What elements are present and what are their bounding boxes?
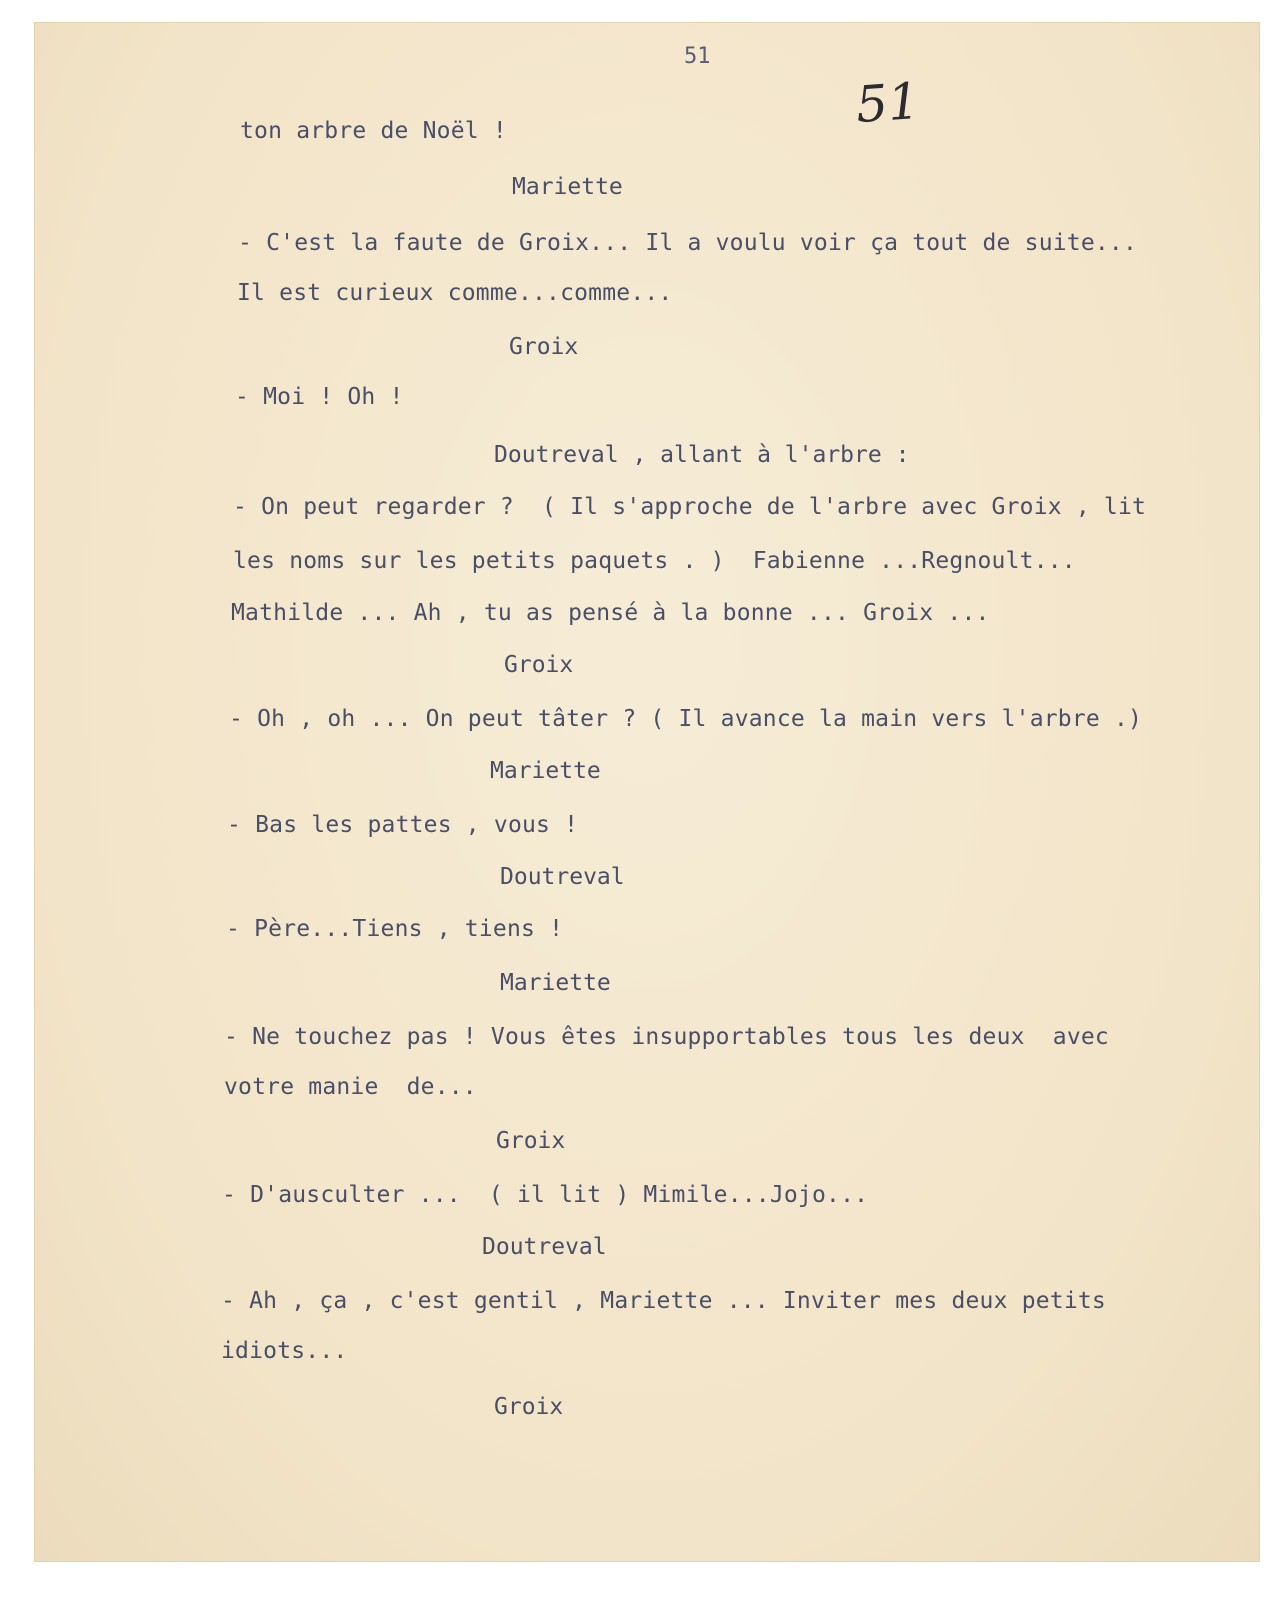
script-line: - On peut regarder ? ( Il s'approche de l'arbre avec Groix , lit	[233, 494, 1147, 520]
speaker-name: Doutreval	[500, 864, 625, 890]
script-line: - C'est la faute de Groix... Il a voulu voir ça tout de suite...	[238, 230, 1138, 256]
script-line: idiots...	[221, 1338, 348, 1364]
script-line: ton arbre de Noël !	[240, 118, 507, 144]
handwritten-page-number: 51	[854, 71, 922, 135]
speaker-name: Mariette	[490, 758, 601, 784]
script-line: les noms sur les petits paquets . ) Fabienne ...Regnoult...	[233, 548, 1076, 574]
script-line: Mathilde ... Ah , tu as pensé à la bonne ... Groix ...	[231, 600, 990, 626]
typed-page-number: 51	[684, 44, 711, 69]
script-line: - Père...Tiens , tiens !	[226, 916, 564, 942]
speaker-name: Groix	[494, 1394, 564, 1420]
script-line: - Ah , ça , c'est gentil , Mariette ... Inviter mes deux petits	[221, 1288, 1106, 1314]
speaker-name: Groix	[504, 652, 574, 678]
script-line: - Bas les pattes , vous !	[227, 812, 579, 838]
script-line: Il est curieux comme...comme...	[237, 280, 673, 306]
speaker-name: Mariette	[512, 174, 623, 200]
script-line: - Oh , oh ... On peut tâter ? ( Il avance la main vers l'arbre .)	[229, 706, 1143, 732]
script-line: - Moi ! Oh !	[235, 384, 404, 410]
script-line: - Ne touchez pas ! Vous êtes insupportables tous les deux avec	[224, 1024, 1109, 1050]
script-line: - D'ausculter ... ( il lit ) Mimile...Jojo...	[222, 1182, 869, 1208]
speaker-name: Doutreval , allant à l'arbre :	[494, 442, 910, 468]
typewritten-page	[34, 22, 1260, 1562]
speaker-name: Mariette	[500, 970, 611, 996]
speaker-name: Groix	[496, 1128, 566, 1154]
script-line: votre manie de...	[224, 1074, 477, 1100]
speaker-name: Groix	[509, 334, 579, 360]
speaker-name: Doutreval	[482, 1234, 607, 1260]
